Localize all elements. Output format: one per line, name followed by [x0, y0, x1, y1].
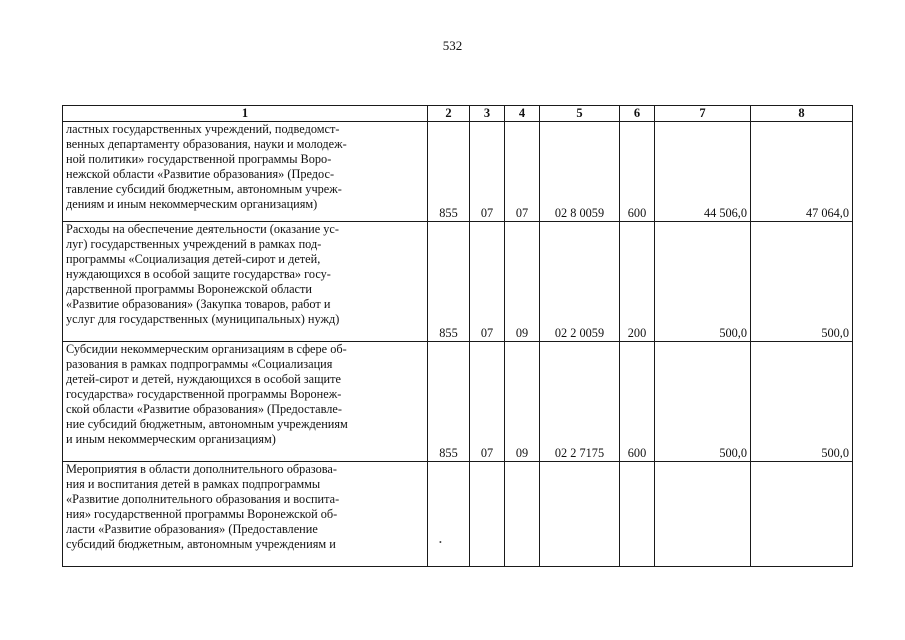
description-cell: [63, 342, 428, 462]
subsection-code-cell: 09: [505, 222, 540, 342]
ministry-code-cell: 855: [428, 122, 470, 222]
expense-type-cell: [620, 462, 655, 567]
description-line: дарственной программы Воронежской области: [66, 282, 312, 296]
page-number: 532: [442, 38, 463, 53]
amount-cell-col7: [655, 462, 751, 567]
section-code-cell: [470, 462, 505, 567]
ministry-code-cell: [428, 462, 470, 567]
description-cell: [63, 122, 428, 222]
description-line: Субсидии некоммерческим организациям в сфере об-: [66, 342, 347, 356]
description-line: ния» государственной программы Воронежской об-: [66, 507, 338, 521]
description-line: нежской области «Развитие образования» (Предос-: [66, 167, 335, 181]
description-line: разования в рамках подпрограммы «Социализация: [66, 357, 333, 371]
amount-cell-col8: [751, 462, 853, 567]
header-cell: 5: [540, 106, 620, 122]
description-cell: [63, 222, 428, 342]
description-line: ластных государственных учреждений, подведомст-: [66, 122, 340, 136]
description-line: государства» государственной программы Воронеж-: [66, 387, 342, 401]
description-line: нуждающихся в особой защите государства» госу-: [66, 267, 331, 281]
budget-table: [62, 105, 853, 567]
table-row: [63, 462, 853, 567]
subsection-code-cell: 09: [505, 342, 540, 462]
header-cell: 1: [63, 106, 428, 122]
expense-type-cell: 600: [620, 122, 655, 222]
description-line: ской области «Развитие образования» (Предоставле-: [66, 402, 342, 416]
description-line: тавление субсидий бюджетным, автономным учреж-: [66, 182, 342, 196]
section-code-cell: 07: [470, 342, 505, 462]
table-header-row: [63, 106, 853, 122]
description-line: венных департаменту образования, науки и молодеж-: [66, 137, 347, 151]
description-line: луг) государственных учреждений в рамках под-: [66, 237, 322, 251]
description-line: ной политики» государственной программы Воро-: [66, 152, 332, 166]
description-line: субсидий бюджетным, автономным учреждениям и: [66, 537, 336, 551]
target-article-cell: 02 8 0059: [540, 122, 620, 222]
description-line: ласти «Развитие образования» (Предоставление: [66, 522, 318, 536]
subsection-code-cell: 07: [505, 122, 540, 222]
table-row: [63, 122, 853, 222]
section-code-cell: 07: [470, 122, 505, 222]
header-cell: 4: [505, 106, 540, 122]
description-line: дениям и иным некоммерческим организациям): [66, 197, 318, 211]
description-line: и иным некоммерческим организациям): [66, 432, 276, 446]
section-code-cell: 07: [470, 222, 505, 342]
header-cell: 6: [620, 106, 655, 122]
header-cell: 2: [428, 106, 470, 122]
amount-cell-col7: 500,0: [655, 342, 751, 462]
description-line: ние субсидий бюджетным, автономным учреждениям: [66, 417, 348, 431]
subsection-code-cell: [505, 462, 540, 567]
expense-type-cell: 600: [620, 342, 655, 462]
amount-cell-col8: 47 064,0: [751, 122, 853, 222]
amount-cell-col7: 44 506,0: [655, 122, 751, 222]
amount-cell-col8: 500,0: [751, 342, 853, 462]
description-line: услуг для государственных (муниципальных) нужд): [66, 312, 340, 326]
scan-speck: •: [439, 538, 442, 547]
description-line: «Развитие образования» (Закупка товаров, работ и: [66, 297, 331, 311]
description-line: «Развитие дополнительного образования и воспита-: [66, 492, 340, 506]
table-row: [63, 342, 853, 462]
description-line: детей-сирот и детей, нуждающихся в особой защите: [66, 372, 341, 386]
header-cell: 8: [751, 106, 853, 122]
target-article-cell: [540, 462, 620, 567]
ministry-code-cell: 855: [428, 222, 470, 342]
amount-cell-col8: 500,0: [751, 222, 853, 342]
ministry-code-cell: 855: [428, 342, 470, 462]
description-line: Расходы на обеспечение деятельности (оказание ус-: [66, 222, 339, 236]
expense-type-cell: 200: [620, 222, 655, 342]
target-article-cell: 02 2 0059: [540, 222, 620, 342]
header-cell: 7: [655, 106, 751, 122]
description-cell: [63, 462, 428, 567]
table-row: [63, 222, 853, 342]
description-line: программы «Социализация детей-сирот и детей,: [66, 252, 321, 266]
description-line: ния и воспитания детей в рамках подпрограммы: [66, 477, 321, 491]
target-article-cell: 02 2 7175: [540, 342, 620, 462]
description-line: Мероприятия в области дополнительного образова-: [66, 462, 337, 476]
amount-cell-col7: 500,0: [655, 222, 751, 342]
header-cell: 3: [470, 106, 505, 122]
